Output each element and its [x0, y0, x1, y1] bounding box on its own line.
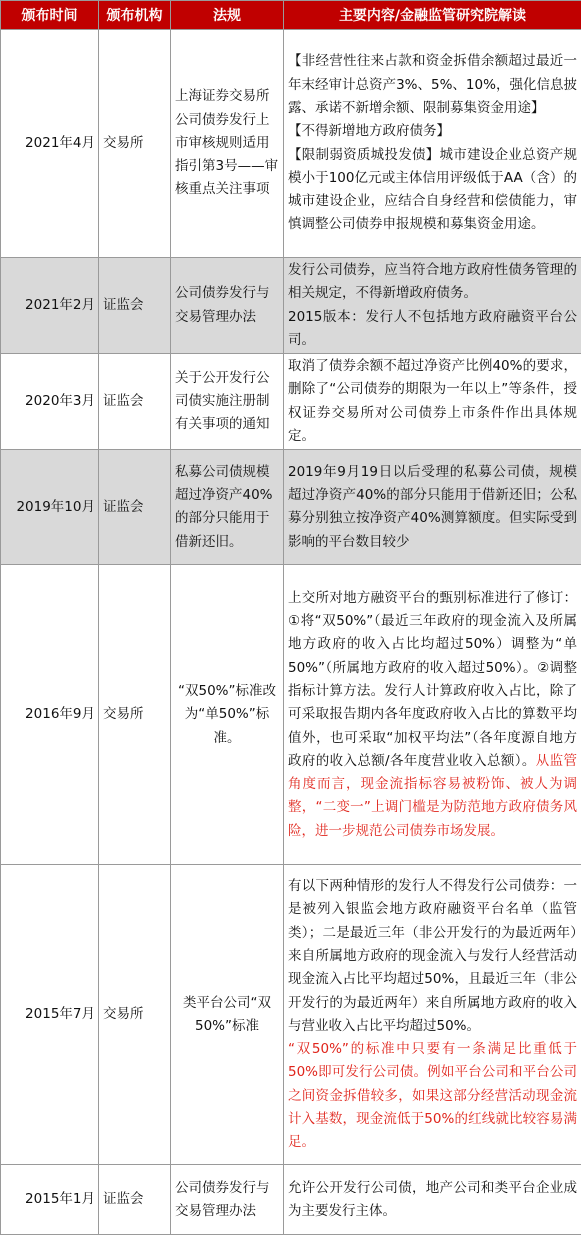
highlight-note: “双50%”的标准中只要有一条满足比重低于50%即可发行公司债。例如平台公司和平台公司之间资金拆借较多，如果这部分经营活动现金流计入基数，现金流低于50%的红线就比较容易满足。: [288, 1038, 577, 1154]
row-date: 2016年9月: [1, 565, 99, 865]
row-law: 关于公开发行公司债实施注册制有关事项的通知: [171, 354, 284, 450]
content-paragraph: 【非经营性往来占款和资金拆借余额超过最近一年末经审计总资产3%、5%、10%，强化信息披露、承诺不新增余额、限制募集资金用途】: [288, 50, 577, 120]
row-law: 私募公司债规模超过净资产40%的部分只能用于借新还旧。: [171, 450, 284, 565]
content-paragraph: 【不得新增地方政府债务】: [288, 120, 577, 143]
header-content: 主要内容/金融监管研究院解读: [284, 1, 581, 30]
row-date: 2015年1月: [1, 1165, 99, 1235]
row-law: “双50%”标准改为“单50%”标准。: [171, 565, 284, 865]
header-org: 颁布机构: [99, 1, 171, 30]
row-date: 2019年10月: [1, 450, 99, 565]
table-header-row: [1, 1, 581, 30]
highlight-note: 从监管角度而言，现金流指标容易被粉饰、被人为调整，“二变一”上调门槛是为防范地方政府债务风险，进一步规范公司债券市场发展。: [288, 753, 577, 839]
row-org: 交易所: [99, 865, 171, 1165]
table-row: [1, 354, 581, 450]
row-date: 2021年4月: [1, 30, 99, 258]
content-paragraph: 有以下两种情形的发行人不得发行公司债券：一是被列入银监会地方政府融资平台名单（监管类）；二是最近三年（非公开发行的为最近两年）来自所属地方政府的现金流入与发行人经营活动现金流入占比平均超过50%，且最近三年（非公开发行的为最近两年）来自所属地方政府的收入与营业收入占比平均超过50%。: [288, 875, 577, 1038]
row-org: 交易所: [99, 565, 171, 865]
row-law: 公司债券发行与交易管理办法: [171, 1165, 284, 1235]
header-date: 颁布时间: [1, 1, 99, 30]
row-law: 类平台公司“双50%”标准: [171, 865, 284, 1165]
row-content: [284, 865, 581, 1165]
row-org: 证监会: [99, 354, 171, 450]
table-row: [1, 258, 581, 354]
row-law: 公司债券发行与交易管理办法: [171, 258, 284, 354]
row-content: [284, 1165, 581, 1235]
row-org: 证监会: [99, 450, 171, 565]
content-paragraph: 【限制弱资质城投发债】城市建设企业总资产规模小于100亿元或主体信用评级低于AA（含）的城市建设企业，应结合自身经营和偿债能力，审慎调整公司债券申报规模和募集资金用途。: [288, 144, 577, 237]
row-content: [284, 450, 581, 565]
row-date: 2015年7月: [1, 865, 99, 1165]
row-org: 交易所: [99, 30, 171, 258]
row-content: [284, 258, 581, 354]
row-date: 2021年2月: [1, 258, 99, 354]
content-paragraph: 上交所对地方融资平台的甄别标准进行了修订：①将“双50%”（最近三年政府的现金流入及所属地方政府的收入占比均超过50%）调整为“单50%”（所属地方政府的收入超过50%）。②调整指标计算方法。发行人计算政府收入占比，除了可采取报告期内各年度政府收入占比的算数平均值外，也可采取“加权平均法”（各年度源自地方政府的收入总额/各年度营业收入总额）。: [288, 590, 577, 769]
row-content: [284, 354, 581, 450]
table-row: [1, 450, 581, 565]
row-law: 上海证券交易所公司债券发行上市审核规则适用指引第3号——审核重点关注事项: [171, 30, 284, 258]
row-org: 证监会: [99, 258, 171, 354]
table-row: [1, 865, 581, 1165]
content-paragraph: 2015版本：发行人不包括地方政府融资平台公司。: [288, 306, 577, 353]
row-content: [284, 565, 581, 865]
table-row: [1, 1165, 581, 1235]
content-paragraph: 发行公司债券，应当符合地方政府性债务管理的相关规定，不得新增政府债务。: [288, 259, 577, 306]
content-paragraph: 允许公开发行公司债，地产公司和类平台企业成为主要发行主体。: [288, 1177, 577, 1224]
row-date: 2020年3月: [1, 354, 99, 450]
table-row: [1, 30, 581, 258]
row-org: 证监会: [99, 1165, 171, 1235]
content-paragraph: 2019年9月19日以后受理的私募公司债，规模超过净资产40%的部分只能用于借新还旧；公私募分别独立按净资产40%测算额度。但实际受到影响的平台数目较少: [288, 461, 577, 554]
content-paragraph: 取消了债券余额不超过净资产比例40%的要求，删除了“公司债券的期限为一年以上”等条件，授权证券交易所对公司债券上市条件作出具体规定。: [288, 355, 577, 448]
table-row: [1, 565, 581, 865]
header-law: 法规: [171, 1, 284, 30]
row-content: [284, 30, 581, 258]
